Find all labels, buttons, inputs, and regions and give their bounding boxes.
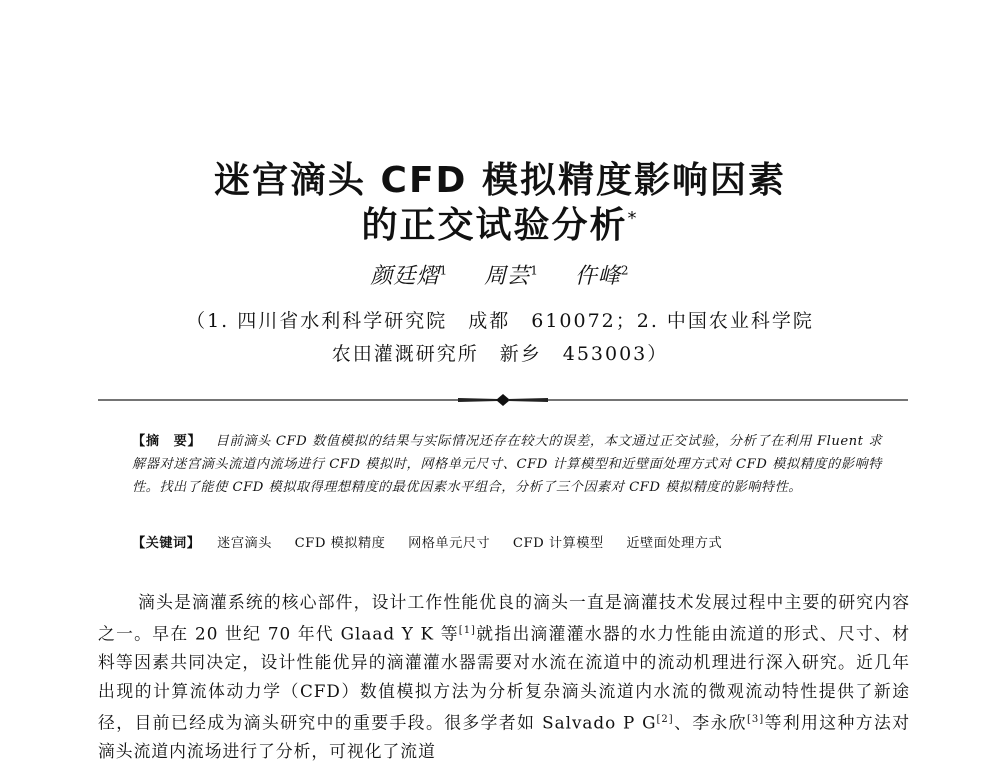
author: 颜廷熠$^1$ [370,263,449,289]
keyword: CFD 模拟精度 [294,536,386,551]
keyword: 近壁面处理方式 [626,536,723,551]
body-paragraph: 滴头是滴灌系统的核心部件，设计工作性能优良的滴头一直是滴灌技术发展过程中主要的研究内容之一。早在 20 世纪 70 年代 Glaad Y K 等[1]就指出滴灌灌水器的水力性能由流道的形式、尺寸、材料等因素共同决定，设计性能优异的滴灌灌水器需要对水流在流道中的流动机理进行深入研究。近几年出现的计算流体动力学（CFD）数值模拟方法为分析复杂滴头流道内水流的微观流动特性提供了新途径，目前已经成为滴头研究中的重要手段。很多学者如 Salvado P G[2]、李永欣[3]等利用这种方法对滴头流道内流场进行了分析，可视化了流道 [98,592,910,762]
keyword: 网格单元尺寸 [408,536,491,551]
title-footnote-mark: * [627,208,639,229]
keyword: 迷宫滴头 [217,536,272,551]
title-line-2 [0,197,1000,248]
title-line-1 [0,152,1000,203]
citation-ref: [2] [656,713,674,725]
keywords [132,532,892,555]
abstract-label: 【摘 要】 [132,434,202,449]
author: 周芸$^1$ [484,263,539,289]
affiliation-line-1: （1. 四川省水利科学研究院 成都 610072；2. 中国农业科学院 [186,310,814,332]
author: 仵峰$^2$ [574,263,630,289]
divider-diamond [496,394,510,406]
author-list [0,259,1000,290]
keyword: CFD 计算模型 [512,536,604,551]
divider-taper-left [458,398,498,402]
affiliation-line-2: 农田灌溉研究所 新乡 453003） [331,343,669,365]
citation-ref: [1] [458,624,476,636]
title-line-1-text: 迷宫滴头 CFD 模拟精度影响因素 [214,160,786,201]
section-divider [98,392,908,408]
citation-ref: [3] [747,713,765,725]
abstract [132,430,882,499]
keywords-label: 【关键词】 [132,536,201,551]
abstract-text: 目前滴头 CFD 数值模拟的结果与实际情况还存在较大的误差，本文通过正交试验，分析了在利用 Fluent 求解器对迷宫滴头流道内流场进行 CFD 模拟时，网格单元尺寸、CFD 计算模型和近壁面处理方式对 CFD 模拟精度的影响特性。找出了能使 CFD 模拟取得理想精度的最优因素水平组合，分析了三个因素对 CFD 模拟精度的影响特性。 [132,434,883,495]
divider-taper-right [508,398,548,402]
title-line-2-text: 的正交试验分析 [361,205,628,246]
